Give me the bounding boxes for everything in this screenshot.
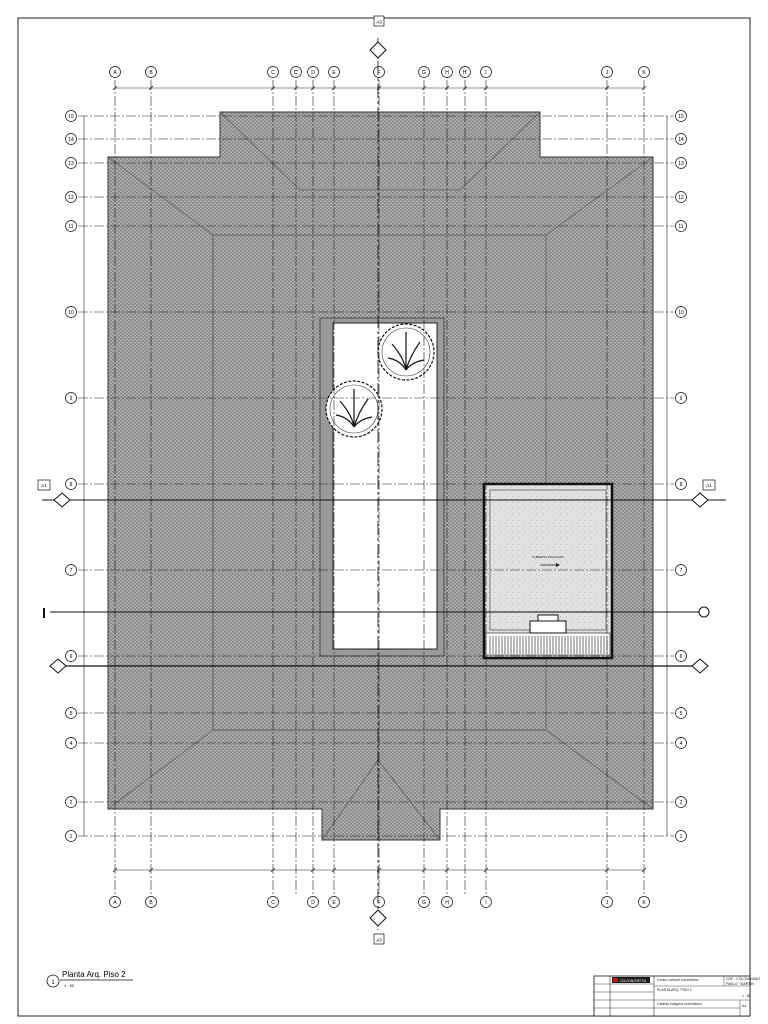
project-line: Centro cultural colombiano bbox=[657, 978, 699, 982]
company-name: COLCONCRETOS bbox=[619, 978, 647, 983]
grid-label-top: F bbox=[377, 70, 381, 76]
section-target-icon bbox=[699, 607, 709, 617]
grid-label-left: 5 bbox=[69, 711, 73, 717]
client-line: Cabildo indígena colombiano bbox=[657, 1002, 703, 1006]
tree-symbol bbox=[378, 324, 434, 380]
grid-label-right: 2 bbox=[679, 800, 683, 806]
grid-label-left: 13 bbox=[68, 161, 74, 167]
view-title-block bbox=[47, 970, 133, 988]
grid-label-right: 11 bbox=[678, 224, 684, 230]
company-logo-mark bbox=[613, 978, 618, 982]
grid-label-top: G bbox=[422, 70, 426, 76]
grid-label-bottom: E bbox=[332, 900, 336, 906]
grid-label-right: 6 bbox=[679, 654, 683, 660]
grid-label-top: H' bbox=[462, 70, 468, 76]
grid-label-bottom: D bbox=[311, 900, 315, 906]
grid-label-right: 14 bbox=[678, 137, 684, 143]
grid-label-left: 4 bbox=[69, 741, 73, 747]
grid-label-top: A bbox=[113, 70, 117, 76]
grid-label-bottom: A bbox=[113, 900, 117, 906]
sheet-name: PLANTA ARQ. PISO 2 bbox=[657, 988, 692, 992]
grid-label-top: C' bbox=[293, 70, 299, 76]
grid-label-top: E bbox=[332, 70, 336, 76]
grid-label-left: 11 bbox=[68, 224, 74, 230]
grid-label-top: C bbox=[271, 70, 275, 76]
grid-label-left: 6 bbox=[69, 654, 73, 660]
grid-label-right: 12 bbox=[678, 195, 684, 201]
roof-plan bbox=[108, 112, 653, 840]
grid-label-bottom: C bbox=[271, 900, 275, 906]
stair-block-top bbox=[538, 615, 558, 621]
grid-label-left: 14 bbox=[68, 137, 74, 143]
section-arrow-icon bbox=[54, 493, 70, 507]
view-title: Planta Arq. Piso 2 bbox=[62, 970, 126, 979]
grid-label-right: 4 bbox=[679, 741, 683, 747]
grid-label-right: 5 bbox=[679, 711, 683, 717]
grid-label-left: 8 bbox=[69, 482, 73, 488]
grid-label-right: 15 bbox=[678, 114, 684, 120]
grid-label-top: H bbox=[445, 70, 449, 76]
section-tag-bottom: A3 bbox=[376, 937, 382, 943]
grid-label-bottom: H bbox=[445, 900, 449, 906]
grid-label-right: 13 bbox=[678, 161, 684, 167]
owner-line: CDF · COLOMBIANO bbox=[726, 977, 761, 981]
grid-label-left: 7 bbox=[69, 568, 73, 574]
slope-note: CUBIERTA INCLINADA bbox=[532, 555, 564, 559]
grid-label-right: 8 bbox=[679, 482, 683, 488]
grid-label-bottom: I bbox=[485, 900, 487, 906]
grid-label-top: B bbox=[149, 70, 153, 76]
grid-label-top: J bbox=[605, 70, 609, 76]
owner-sub: PABLO · MARTIN bbox=[726, 982, 754, 986]
sheet-number: A4 bbox=[742, 1004, 747, 1008]
tree-symbol bbox=[326, 381, 382, 437]
view-number: 1 bbox=[51, 980, 55, 986]
grid-label-right: 9 bbox=[679, 396, 683, 402]
section-arrow-icon bbox=[692, 659, 708, 673]
stair-block bbox=[530, 621, 566, 633]
section-arrow-icon bbox=[370, 910, 386, 926]
section-arrow-icon bbox=[50, 659, 66, 673]
grid-label-left: 15 bbox=[68, 114, 74, 120]
grid-label-right: 10 bbox=[678, 310, 684, 316]
grid-label-bottom: K bbox=[642, 900, 646, 906]
grid-label-bottom: F bbox=[377, 900, 381, 906]
grid-label-left: 1 bbox=[69, 834, 73, 840]
section-tag-right: A1 bbox=[706, 483, 712, 488]
grid-label-left: 2 bbox=[69, 800, 73, 806]
section-tag-top: A3 bbox=[376, 19, 382, 25]
grid-label-left: 12 bbox=[68, 195, 74, 201]
grid-label-left: 10 bbox=[68, 310, 74, 316]
view-scale: 1 : 50 bbox=[64, 983, 75, 988]
grid-label-bottom: J bbox=[605, 900, 609, 906]
section-arrow-icon bbox=[692, 493, 708, 507]
grid-label-right: 7 bbox=[679, 568, 683, 574]
grid-label-top: D bbox=[311, 70, 315, 76]
section-tag-left: A1 bbox=[41, 483, 47, 488]
grid-label-bottom: G bbox=[422, 900, 426, 906]
section-arrow-icon bbox=[370, 42, 386, 58]
grid-label-bottom: B bbox=[149, 900, 153, 906]
grid-label-top: I bbox=[485, 70, 487, 76]
grid-label-left: 9 bbox=[69, 396, 73, 402]
terrace-railing bbox=[486, 633, 610, 655]
grid-label-top: K bbox=[642, 70, 646, 76]
scale-value: 1 : 50 bbox=[742, 994, 751, 998]
title-block bbox=[594, 976, 760, 1016]
grid-label-right: 1 bbox=[679, 834, 683, 840]
